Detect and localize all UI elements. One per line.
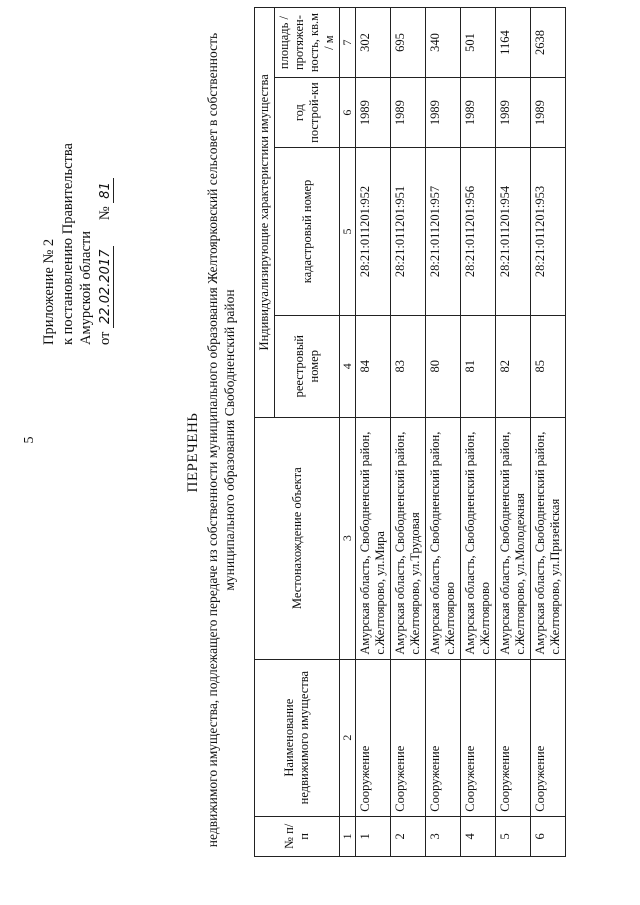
appendix-decree-line: к постановлению Правительства: [59, 143, 76, 345]
header-name: Наименование недвижимого имущества: [255, 659, 340, 816]
area-length: 501: [461, 8, 496, 78]
registry-number: 84: [356, 315, 391, 417]
table-row: [531, 8, 566, 857]
column-number: 6: [340, 78, 356, 148]
property-location: Амурская область, Свободненский район, с.Желтоярово, ул.Призейская: [531, 417, 566, 659]
row-number: 4: [461, 816, 496, 856]
row-number: 3: [426, 816, 461, 856]
property-location: Амурская область, Свободненский район, с.Желтоярово: [461, 417, 496, 659]
registry-number: 81: [461, 315, 496, 417]
cadastral-number: 28:21:011201:954: [496, 148, 531, 316]
construction-year: 1989: [391, 78, 426, 148]
property-name: Сооружение: [426, 659, 461, 816]
area-length: 2638: [531, 8, 566, 78]
area-length: 340: [426, 8, 461, 78]
row-number: 5: [496, 816, 531, 856]
table-row: [461, 8, 496, 857]
column-number: 1: [340, 816, 356, 856]
property-name: Сооружение: [496, 659, 531, 816]
property-name: Сооружение: [531, 659, 566, 816]
construction-year: 1989: [461, 78, 496, 148]
column-number: 2: [340, 659, 356, 816]
area-length: 1164: [496, 8, 531, 78]
registry-number: 82: [496, 315, 531, 417]
cadastral-number: 28:21:011201:952: [356, 148, 391, 316]
column-number: 3: [340, 417, 356, 659]
property-location: Амурская область, Свободненский район, с.Желтоярово, ул.Трудовая: [391, 417, 426, 659]
construction-year: 1989: [496, 78, 531, 148]
registry-number: 83: [391, 315, 426, 417]
table-row: [391, 8, 426, 857]
property-name: Сооружение: [356, 659, 391, 816]
header-characteristics: Индивидуализирующие характеристики имущества: [255, 8, 275, 418]
construction-year: 1989: [531, 78, 566, 148]
appendix-date-line: [96, 15, 116, 345]
cadastral-number: 28:21:011201:951: [391, 148, 426, 316]
area-length: 302: [356, 8, 391, 78]
cadastral-number: 28:21:011201:953: [531, 148, 566, 316]
column-number: 7: [340, 8, 356, 78]
page-number: 5: [22, 436, 37, 444]
cadastral-number: 28:21:011201:956: [461, 148, 496, 316]
document-subtitle: недвижимого имущества, подлежащего передаче из собственности муниципального образования Желтоярковский сельсовет в собственность муниципального образования Свободненский район: [205, 32, 237, 848]
column-number-row: [340, 8, 356, 857]
construction-year: 1989: [356, 78, 391, 148]
header-cadastral: кадастровый номер: [275, 148, 340, 316]
area-length: 695: [391, 8, 426, 78]
header-registry: реестровый номер: [275, 315, 340, 417]
handwritten-number: 81: [98, 178, 114, 203]
table-row: [426, 8, 461, 857]
cadastral-number: 28:21:011201:957: [426, 148, 461, 316]
appendix-block: [40, 15, 115, 345]
table-row: [496, 8, 531, 857]
appendix-title: Приложение № 2: [41, 238, 57, 345]
property-location: Амурская область, Свободненский район, с.Желтоярово: [426, 417, 461, 659]
property-table: [254, 7, 566, 857]
date-prefix: от: [96, 331, 113, 345]
appendix-region-line: Амурской области: [78, 231, 94, 345]
construction-year: 1989: [426, 78, 461, 148]
header-number: № п/п: [255, 816, 340, 856]
number-prefix: №: [96, 206, 113, 221]
handwritten-date: 22.02.2017: [98, 246, 114, 328]
table-row: [356, 8, 391, 857]
header-location: Местонахождение объекта: [255, 417, 340, 659]
property-location: Амурская область, Свободненский район, с.Желтоярово, ул.Молодежная: [496, 417, 531, 659]
column-number: 4: [340, 315, 356, 417]
registry-number: 80: [426, 315, 461, 417]
registry-number: 85: [531, 315, 566, 417]
row-number: 6: [531, 816, 566, 856]
column-number: 5: [340, 148, 356, 316]
header-year: год построй-ки: [275, 78, 340, 148]
row-number: 2: [391, 816, 426, 856]
property-name: Сооружение: [461, 659, 496, 816]
property-location: Амурская область, Свободненский район, с.Желтоярово, ул.Мира: [356, 417, 391, 659]
document-title: ПЕРЕЧЕНЬ: [185, 412, 201, 493]
row-number: 1: [356, 816, 391, 856]
header-area: площадь / протяжен-ность, кв.м / м: [275, 8, 340, 78]
property-name: Сооружение: [391, 659, 426, 816]
